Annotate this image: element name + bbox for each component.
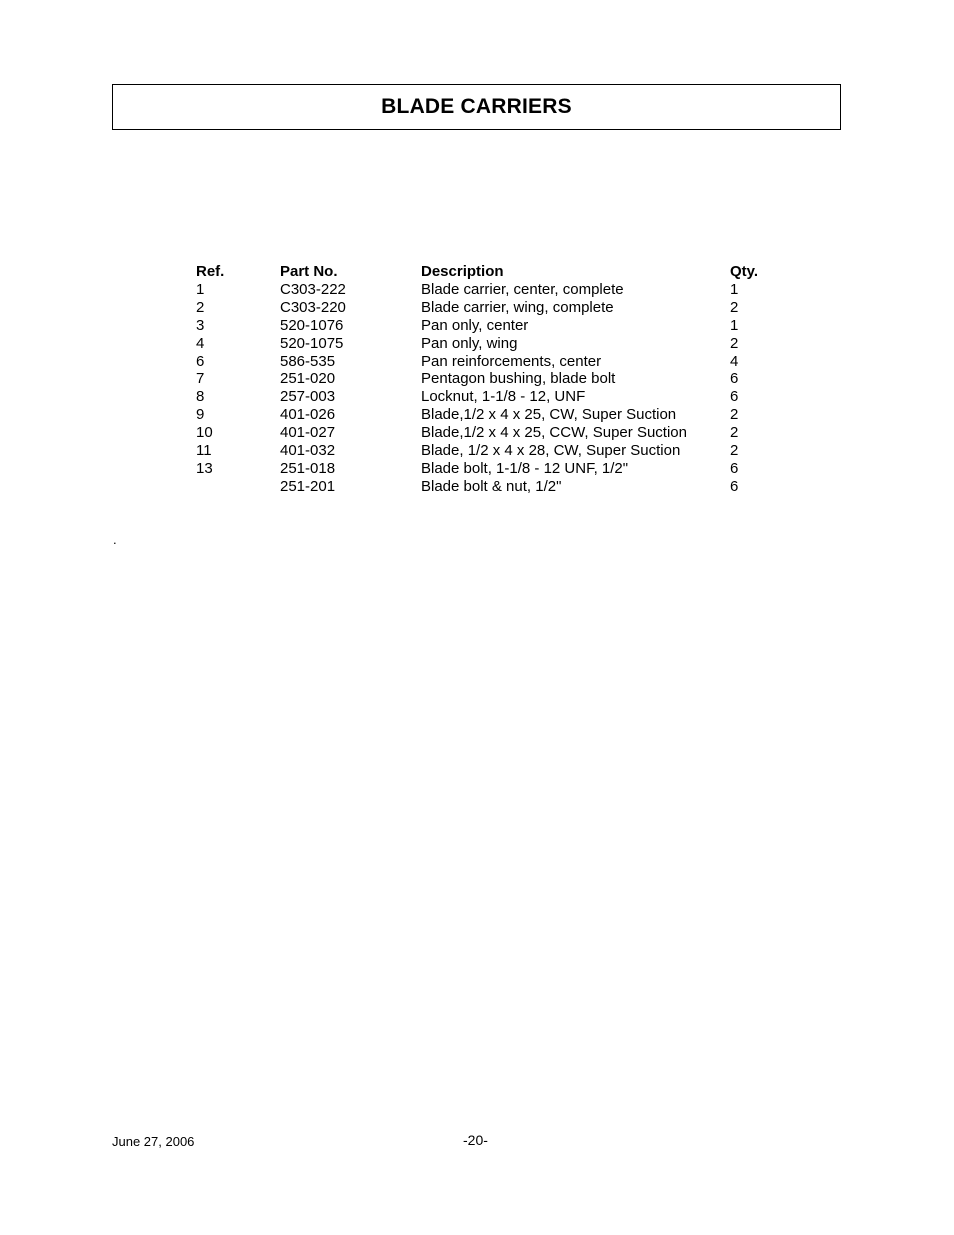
cell-qty: 2 (730, 406, 739, 424)
page-number: -20- (463, 1132, 488, 1148)
cell-ref: 9 (196, 406, 205, 424)
cell-ref: 11 (196, 442, 212, 460)
table-row (196, 388, 770, 406)
cell-ref: 1 (196, 280, 205, 298)
cell-qty: 2 (730, 442, 739, 460)
cell-ref: 3 (196, 316, 205, 334)
parts-table (196, 263, 770, 496)
cell-ref: 6 (196, 352, 205, 370)
cell-description: Blade, 1/2 x 4 x 28, CW, Super Suction (421, 442, 681, 460)
cell-description: Pentagon bushing, blade bolt (421, 370, 616, 388)
cell-ref: 10 (196, 424, 213, 442)
cell-qty: 1 (730, 280, 739, 298)
cell-ref (196, 478, 280, 496)
cell-part-no: 520-1076 (280, 316, 344, 334)
cell-description: Blade bolt, 1-1/8 - 12 UNF, 1/2" (421, 459, 629, 477)
cell-qty: 1 (730, 316, 739, 334)
cell-qty: 2 (730, 298, 739, 316)
cell-ref: 8 (196, 388, 205, 406)
cell-qty: 2 (730, 424, 739, 442)
cell-description: Blade,1/2 x 4 x 25, CCW, Super Suction (421, 424, 687, 442)
table-row (196, 299, 770, 317)
cell-qty: 2 (730, 334, 739, 352)
cell-qty: 6 (730, 370, 739, 388)
cell-description: Blade,1/2 x 4 x 25, CW, Super Suction (421, 406, 677, 424)
cell-ref: 7 (196, 370, 205, 388)
cell-qty: 6 (730, 388, 739, 406)
table-row (196, 478, 770, 496)
table-row (196, 370, 770, 388)
cell-qty: 6 (730, 477, 739, 495)
stray-dot: . (113, 532, 117, 547)
cell-part-no: 401-027 (280, 424, 336, 442)
cell-part-no: 257-003 (280, 388, 336, 406)
table-row (196, 460, 770, 478)
cell-ref: 4 (196, 334, 205, 352)
cell-qty: 6 (730, 459, 739, 477)
cell-part-no: 251-018 (280, 459, 336, 477)
table-row (196, 442, 770, 460)
table-row (196, 353, 770, 371)
table-row (196, 281, 770, 299)
cell-ref: 2 (196, 298, 205, 316)
cell-description: Blade bolt & nut, 1/2" (421, 477, 562, 495)
table-row (196, 335, 770, 353)
cell-description: Locknut, 1-1/8 - 12, UNF (421, 388, 586, 406)
cell-qty: 4 (730, 352, 739, 370)
header-part-no: Part No. (280, 263, 338, 280)
cell-description: Pan only, center (421, 316, 529, 334)
cell-part-no: 401-032 (280, 442, 336, 460)
footer-date: June 27, 2006 (112, 1134, 195, 1149)
table-row (196, 424, 770, 442)
header-ref: Ref. (196, 263, 225, 280)
header-qty: Qty. (730, 263, 759, 280)
cell-part-no: 251-020 (280, 370, 336, 388)
table-row (196, 406, 770, 424)
cell-part-no: C303-220 (280, 298, 346, 316)
cell-part-no: 586-535 (280, 352, 336, 370)
title-box (112, 84, 841, 130)
table-row (196, 317, 770, 335)
cell-description: Blade carrier, center, complete (421, 280, 624, 298)
cell-description: Pan reinforcements, center (421, 352, 602, 370)
cell-description: Blade carrier, wing, complete (421, 298, 614, 316)
cell-ref: 13 (196, 459, 213, 477)
header-description: Description (421, 263, 504, 280)
cell-part-no: 401-026 (280, 406, 336, 424)
cell-part-no: C303-222 (280, 280, 346, 298)
cell-description: Pan only, wing (421, 334, 518, 352)
table-header-row (196, 263, 770, 281)
page-title: BLADE CARRIERS (381, 95, 572, 118)
cell-part-no: 251-201 (280, 477, 336, 495)
cell-part-no: 520-1075 (280, 334, 344, 352)
